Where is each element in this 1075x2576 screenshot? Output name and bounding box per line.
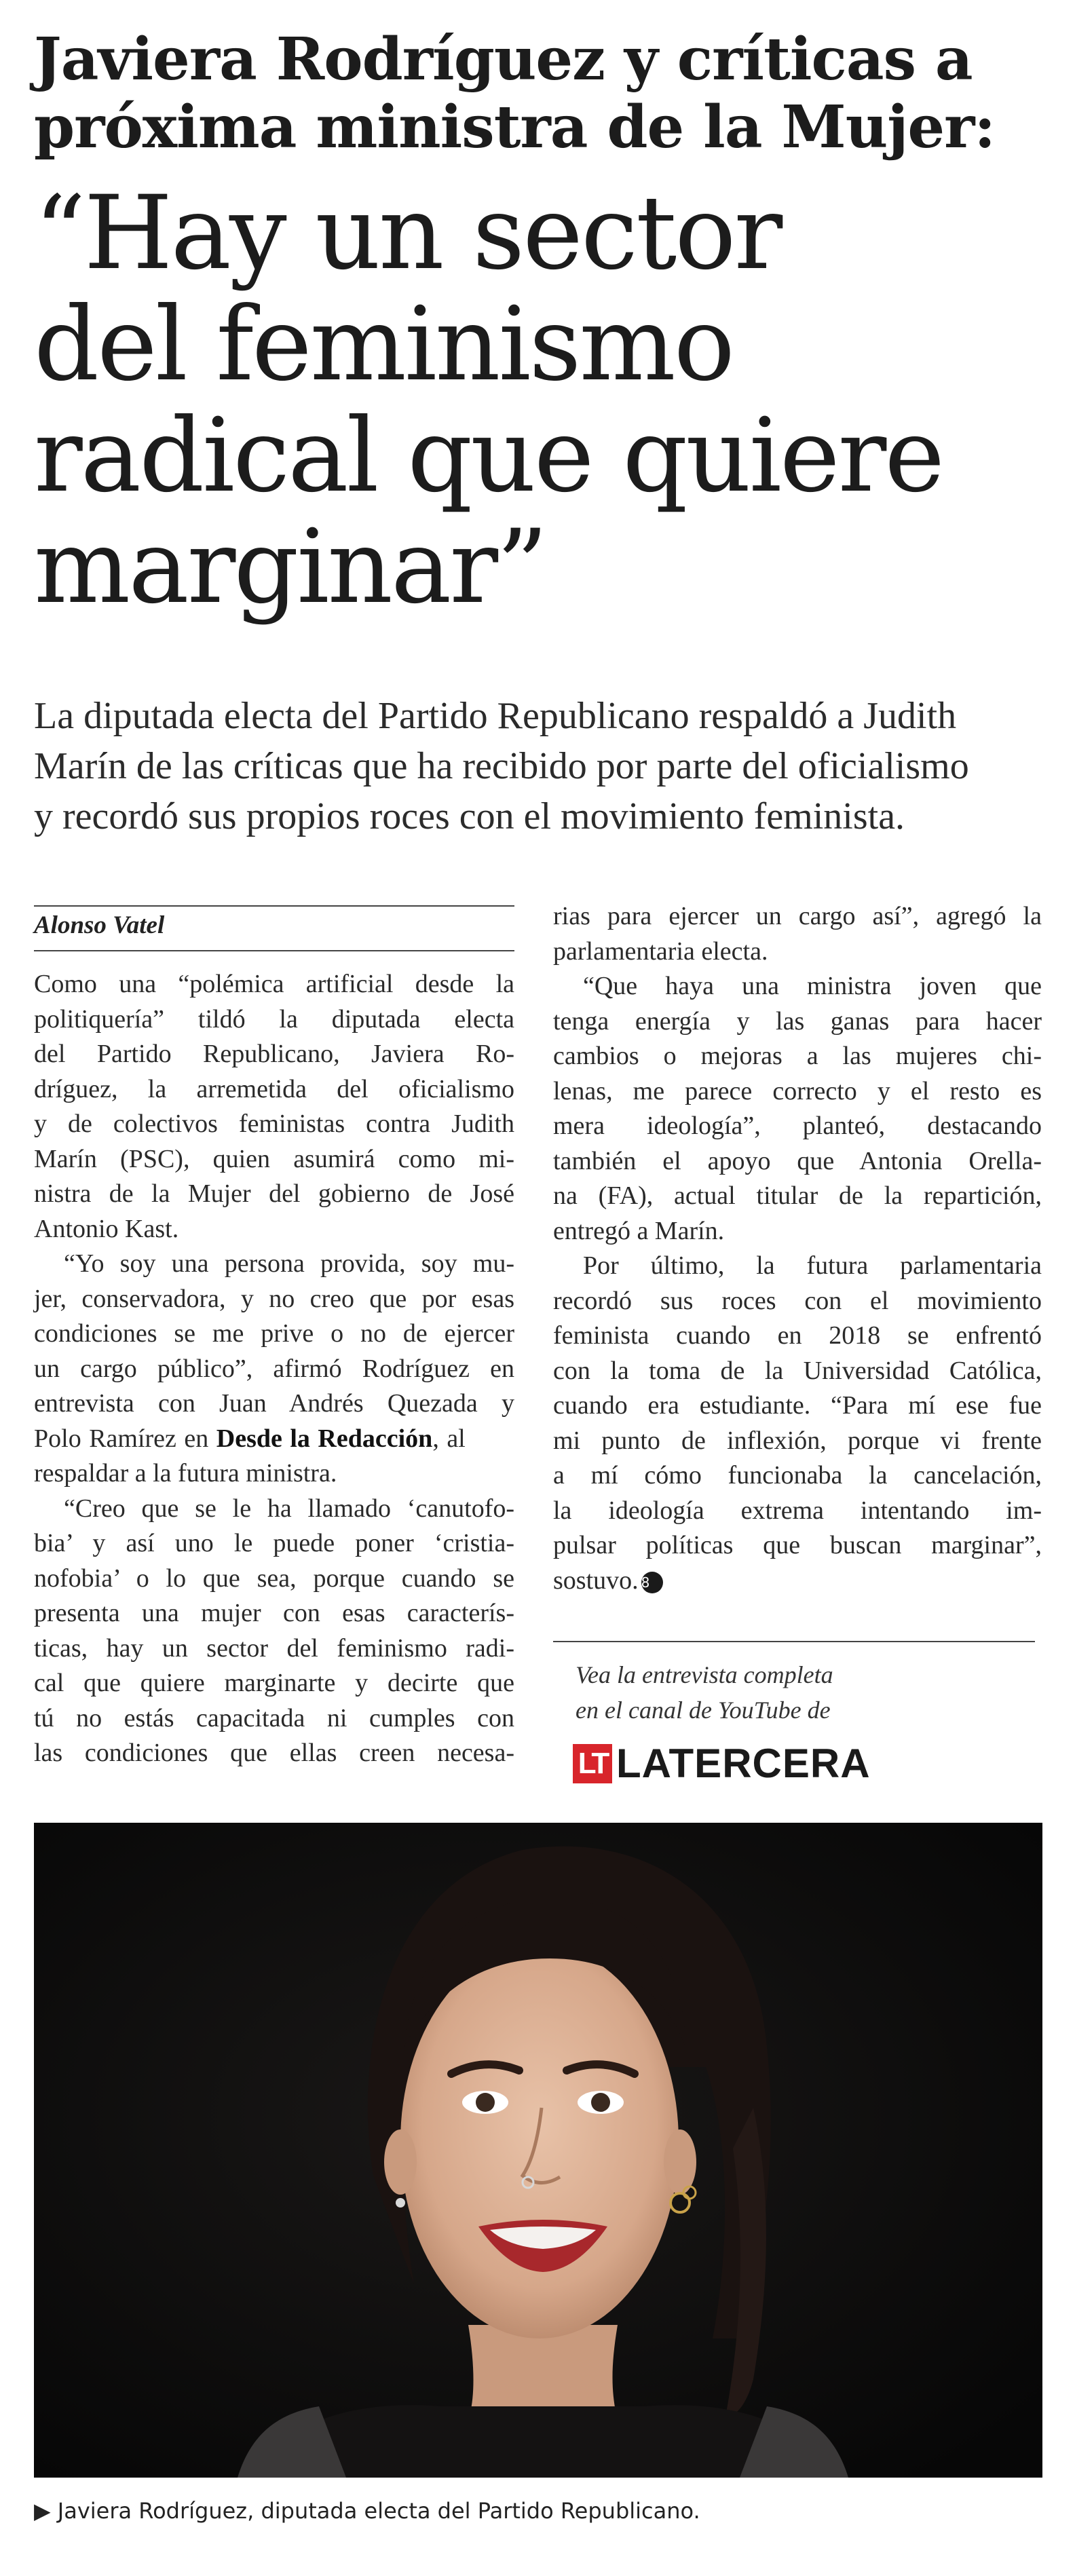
body-column-2: rias para ejercer un cargo así”, agregó la parlamentaria electa. “Que haya una ministra joven que tenga energía y las ganas para hacer cambios o mejoras a las mujeres chi- lenas, me parece correcto y el resto es mera ideología”, planteó, destacando también el apoyo que Antonia Orella- na (FA), actual titular de la repartición, entregó a Marín. Por último, la futura parlamentaria recordó sus roces con el movimiento feminista cuando en 2018 se enfrentó con la toma de la Universidad Católica, cuando era estudiante. “Para mí ese fue mi punto de inflexión, porque vi frente a mí cómo funcionaba la cancelación, la ideología extrema intentando im- pulsar políticas que buscan marginar”, sostuvo. 8 [553, 899, 1042, 1598]
portrait-illustration [34, 1823, 1042, 2478]
byline-top-rule [34, 905, 514, 907]
youtube-promo: Vea la entrevista completa en el canal de YouTube de [576, 1661, 833, 1724]
promo-rule [553, 1641, 1035, 1642]
byline-bottom-rule [34, 950, 514, 951]
byline: Alonso Vatel [34, 911, 165, 939]
headline: “Hay un sector del feminismo radical que quiere marginar” [34, 174, 943, 626]
lt-badge-icon: LT [573, 1744, 612, 1783]
body-line-with-show-name: Polo Ramírez en Desde la Redacción, al [34, 1424, 466, 1453]
logo-wordmark: LATERCERA [616, 1741, 871, 1786]
closing-line: sostuvo. 8 [553, 1564, 1042, 1599]
lead-paragraph: La diputada electa del Partido Republicano respaldó a Judith Marín de las críticas que ha recibido por parte del oficialismo y recordó sus propios roces con el movimiento feminista. [34, 695, 969, 837]
show-name: Desde la Redacción [216, 1424, 433, 1453]
body-column-1: Como una “polémica artificial desde la politiquería” tildó la diputada electa del Partido Republicano, Javiera Ro- dríguez, la arremetida del oficialismo y de colectivos feministas contra Judith Marín (PSC), quien asumirá como mi- nistra de la Mujer del gobierno de José Antonio Kast. “Yo soy una persona provida, soy mu- jer, conservadora, y no creo que por esas condiciones se me prive o no de ejercer un cargo público”, afirmó Rodríguez en entrevista con Juan Andrés Quezada y Polo Ramírez en Desde la Redacción, al respaldar a la futura ministra. “Creo que se le ha llamado ‘canutofo- bia’ y así uno le puede poner ‘cristia- nofobia’ o lo que sea, porque cuando se presenta una mujer con esas caracterís- ticas, hay un sector del feminismo radi- cal que quiere marginarte y decirte que tú no estás capacitada ni cumples con las condiciones que ellas creen necesa- [34, 970, 514, 1767]
la-tercera-logo[interactable] [573, 1743, 871, 1785]
photo-caption: ▶ Javiera Rodríguez, diputada electa del Partido Republicano. [34, 2498, 700, 2524]
portrait-photo [34, 1823, 1042, 2478]
kicker-title: Javiera Rodríguez y críticas a próxima ministra de la Mujer: [34, 25, 996, 162]
end-of-article-icon: 8 [641, 1572, 663, 1593]
